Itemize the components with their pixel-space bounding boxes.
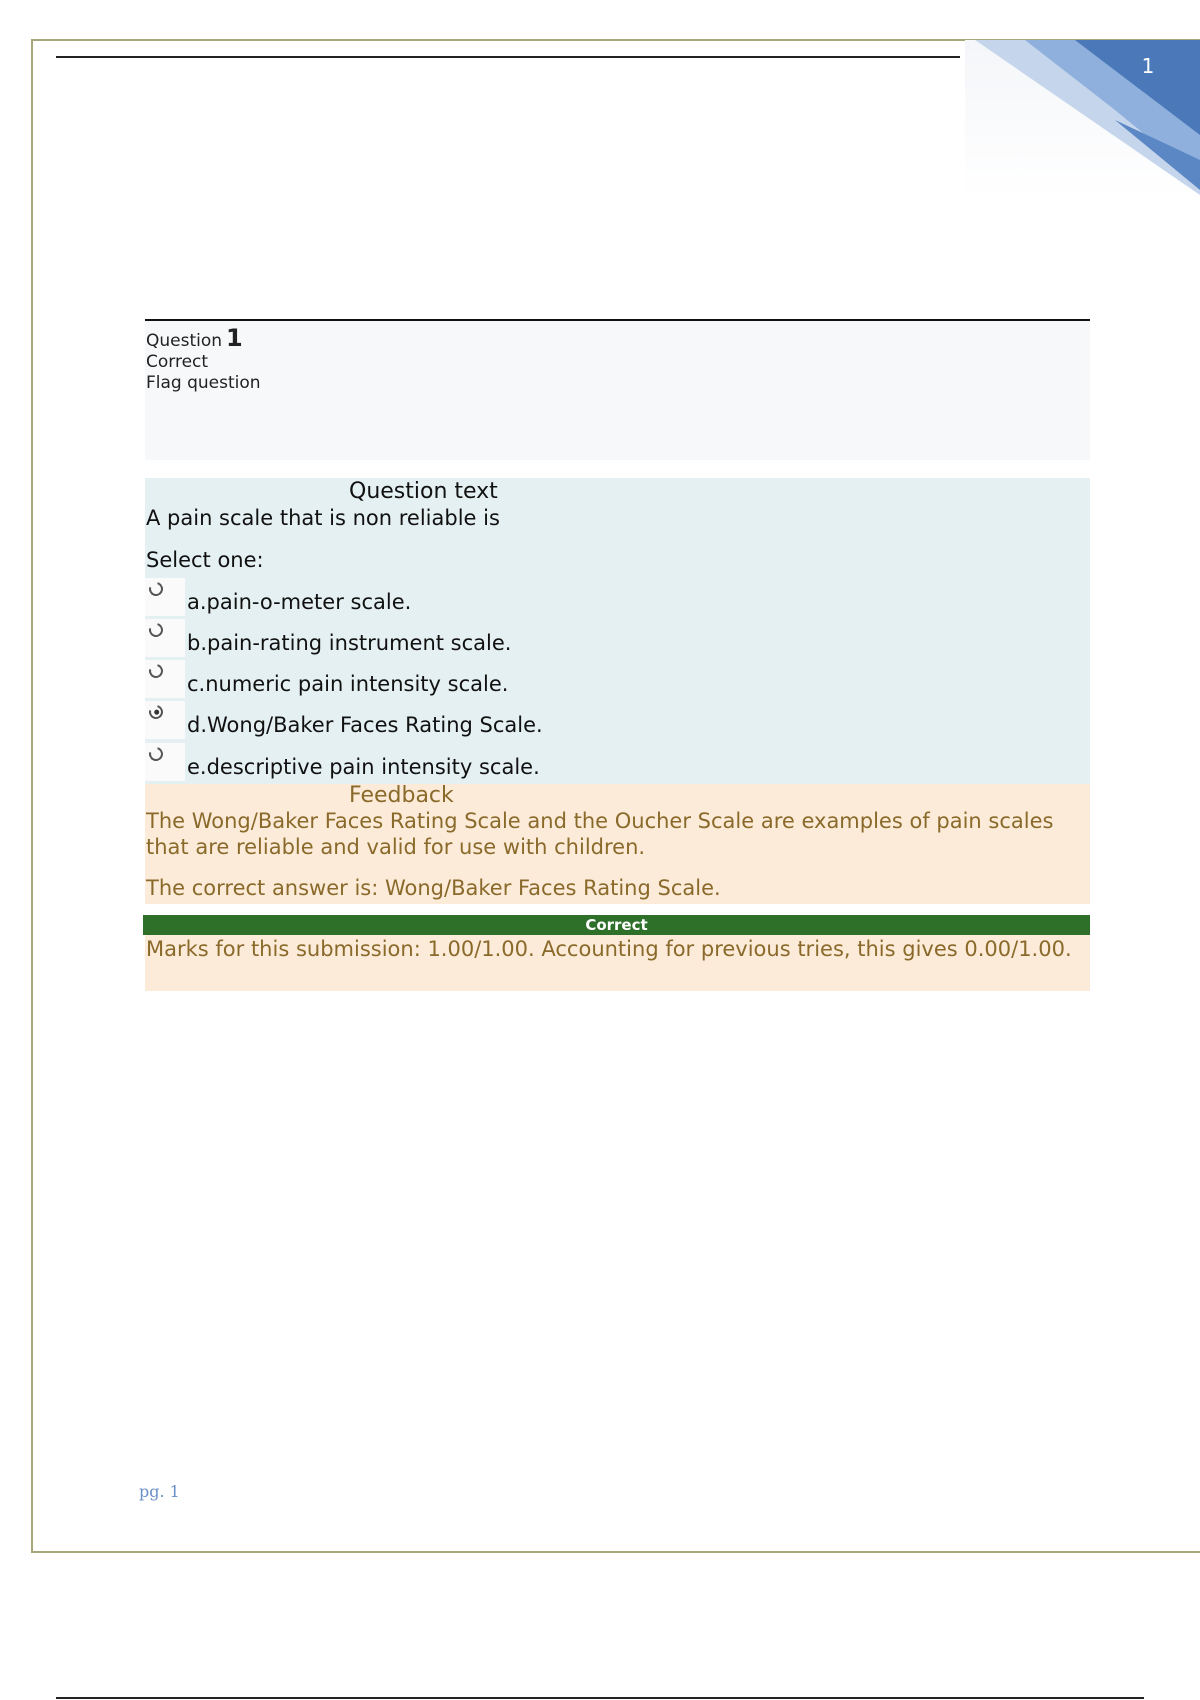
marks-text: Marks for this submission: 1.00/1.00. Accounting for previous tries, this gives 0.00/1.00. — [146, 937, 1072, 961]
question-title — [146, 324, 1088, 352]
radio-box — [145, 743, 185, 781]
radio-box — [145, 619, 185, 657]
radio-box — [145, 701, 185, 739]
question-info-panel — [145, 319, 1090, 460]
answer-option-label: a.pain-o-meter scale. — [187, 590, 412, 614]
radio-box — [145, 660, 185, 698]
question-number: 1 — [226, 324, 243, 352]
radio-button[interactable] — [146, 744, 165, 763]
question-state: Correct — [146, 352, 209, 372]
header-rule — [56, 56, 960, 58]
answer-option-e[interactable] — [145, 743, 1090, 783]
answer-option-label: b.pain-rating instrument scale. — [187, 631, 512, 655]
question-text: A pain scale that is non reliable is — [146, 506, 500, 530]
radio-button[interactable] — [146, 661, 165, 680]
radio-button[interactable] — [146, 620, 165, 639]
footer-rule — [56, 1697, 1144, 1699]
answer-option-b[interactable] — [145, 619, 1090, 659]
select-one-prompt: Select one: — [146, 548, 264, 572]
grade-status-bar: Correct — [143, 915, 1090, 935]
answer-option-a[interactable] — [145, 578, 1090, 618]
feedback-panel — [145, 784, 1090, 904]
radio-button-selected[interactable] — [146, 702, 165, 721]
answer-option-label: c.numeric pain intensity scale. — [187, 672, 509, 696]
footer-page-number: pg. 1 — [139, 1482, 180, 1501]
question-label: Question — [146, 331, 223, 351]
answer-option-c[interactable] — [145, 660, 1090, 700]
feedback-text: The Wong/Baker Faces Rating Scale and the Oucher Scale are examples of pain scales that are reliable and valid for use with children. — [146, 809, 1054, 859]
answer-option-d[interactable] — [145, 701, 1090, 741]
question-content-panel — [145, 478, 1090, 784]
marks-panel — [145, 935, 1090, 991]
corner-decoration — [965, 40, 1200, 200]
correct-answer-text: The correct answer is: Wong/Baker Faces Rating Scale. — [146, 876, 721, 900]
radio-button[interactable] — [146, 579, 165, 598]
radio-box — [145, 578, 185, 616]
flag-question-link[interactable]: Flag question — [146, 373, 261, 393]
question-text-heading: Question text — [349, 479, 498, 504]
feedback-heading: Feedback — [349, 783, 454, 808]
answer-option-label: e.descriptive pain intensity scale. — [187, 755, 540, 779]
answer-option-label: d.Wong/Baker Faces Rating Scale. — [187, 713, 543, 737]
page-number-badge: 1 — [1141, 54, 1155, 78]
